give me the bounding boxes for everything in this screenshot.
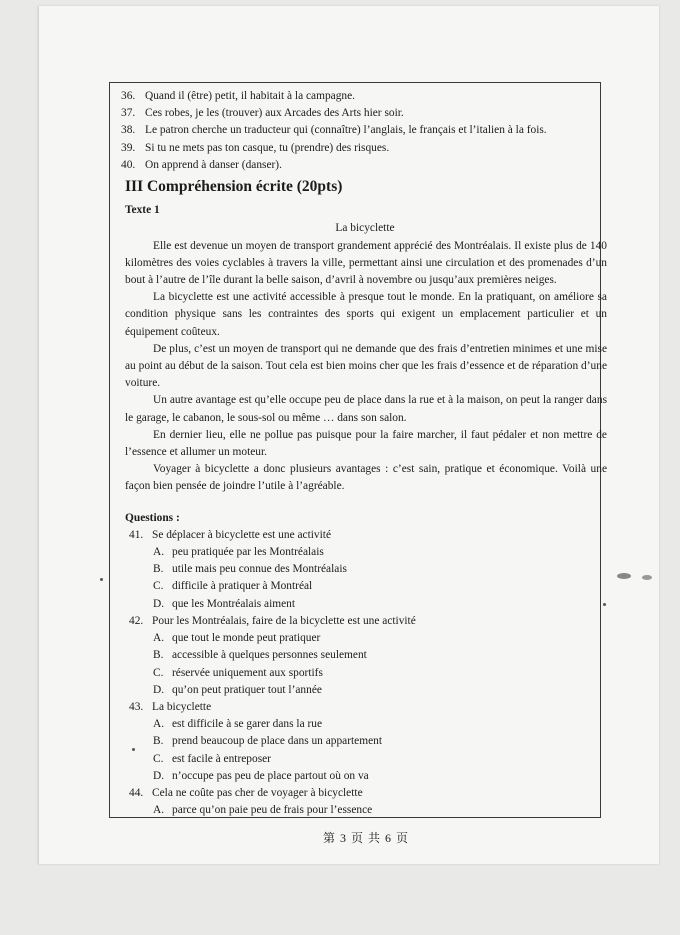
answer-option: A. que tout le monde peut pratiquer (153, 632, 321, 645)
scan-speck (617, 573, 631, 579)
grammar-item: 40. On apprend à danser (danser). (121, 158, 282, 171)
answer-option: C. réservée uniquement aux sportifs (153, 666, 323, 679)
paragraph: Elle est devenue un moyen de transport grandement apprécié des Montréalais. Il existe plus de 140 kilomètres des voies cyclables à travers la ville, permettant ainsi une circulation et des promenades d’un bout à l’autre de l’île durant la belle saison, d’avril à novembre ou jusqu’aux premières neiges. (125, 239, 607, 287)
answer-option: B. accessible à quelques personnes seulement (153, 649, 367, 662)
paragraph: De plus, c’est un moyen de transport qui ne demande que des frais d’entretien minimes et une mise au point au début de la saison. Tout cela est bien moins cher que les frais d’essence et de réparation d’une voiture. (125, 342, 607, 390)
paragraph: La bicyclette est une activité accessible à presque tout le monde. En la pratiquant, on améliore sa condition physique sans les contraintes des sports qui exigent un emplacement particulier et un équipement coûteux. (125, 291, 607, 338)
answer-option: A. parce qu’on paie peu de frais pour l’essence (153, 804, 373, 817)
grammar-item: 38. Le patron cherche un traducteur qui (connaître) l’anglais, le français et l’italien à la fois. (121, 124, 547, 137)
answer-option: D. que les Montréalais aiment (153, 597, 296, 610)
page-footer: 第 3 页 共 6 页 (322, 831, 409, 845)
paragraph: Un autre avantage est qu’elle occupe peu de place dans la rue et à la maison, on peut la ranger dans le garage, le cabanon, le sous-sol ou même … dans son salon. (125, 394, 607, 424)
answer-option: C. difficile à pratiquer à Montréal (153, 580, 313, 593)
scan-speck (132, 748, 135, 751)
question-stem: 44. Cela ne coûte pas cher de voyager à bicyclette (129, 786, 363, 799)
answer-option: A. est difficile à se garer dans la rue (153, 718, 323, 731)
exam-content (121, 88, 609, 819)
scan-speck (642, 575, 652, 580)
grammar-items (121, 88, 609, 174)
question-44 (121, 785, 609, 819)
grammar-item: 36. Quand il (être) petit, il habitait à la campagne. (121, 90, 356, 102)
question-stem: 41. Se déplacer à bicyclette est une activité (129, 528, 331, 541)
section-title: III Compréhension écrite (20pts) (125, 178, 343, 196)
answer-option: D. qu’on peut pratiquer tout l’année (153, 683, 322, 696)
paragraph: Voyager à bicyclette a donc plusieurs avantages : c’est sain, pratique et économique. Voilà une façon bien pensée de joindre l’utile à l’agréable. (125, 463, 607, 493)
grammar-item: 39. Si tu ne mets pas ton casque, tu (prendre) des risques. (121, 141, 390, 154)
article-body (121, 238, 609, 496)
question-41 (121, 527, 609, 613)
questions-heading: Questions : (125, 511, 180, 524)
answer-option: C. est facile à entreposer (153, 752, 271, 765)
texte-label: Texte 1 (125, 204, 160, 217)
scan-speck (603, 603, 606, 606)
paragraph: En dernier lieu, elle ne pollue pas puisque pour la faire marcher, il faut pédaler et non mettre de l’essence et allumer un moteur. (125, 428, 607, 459)
question-stem: 43. La bicyclette (129, 700, 212, 713)
answer-option: A. peu pratiquée par les Montréalais (153, 546, 324, 559)
question-42 (121, 613, 609, 699)
grammar-item: 37. Ces robes, je les (trouver) aux Arcades des Arts hier soir. (121, 107, 404, 120)
answer-option: B. prend beaucoup de place dans un appartement (153, 735, 383, 748)
article-title: La bicyclette (335, 222, 395, 235)
answer-option: B. utile mais peu connue des Montréalais (153, 563, 347, 576)
question-stem: 42. Pour les Montréalais, faire de la bicyclette est une activité (129, 614, 416, 627)
question-43 (121, 699, 609, 785)
scan-speck (100, 578, 103, 581)
answer-option: D. n’occupe pas peu de place partout où on va (153, 769, 369, 782)
